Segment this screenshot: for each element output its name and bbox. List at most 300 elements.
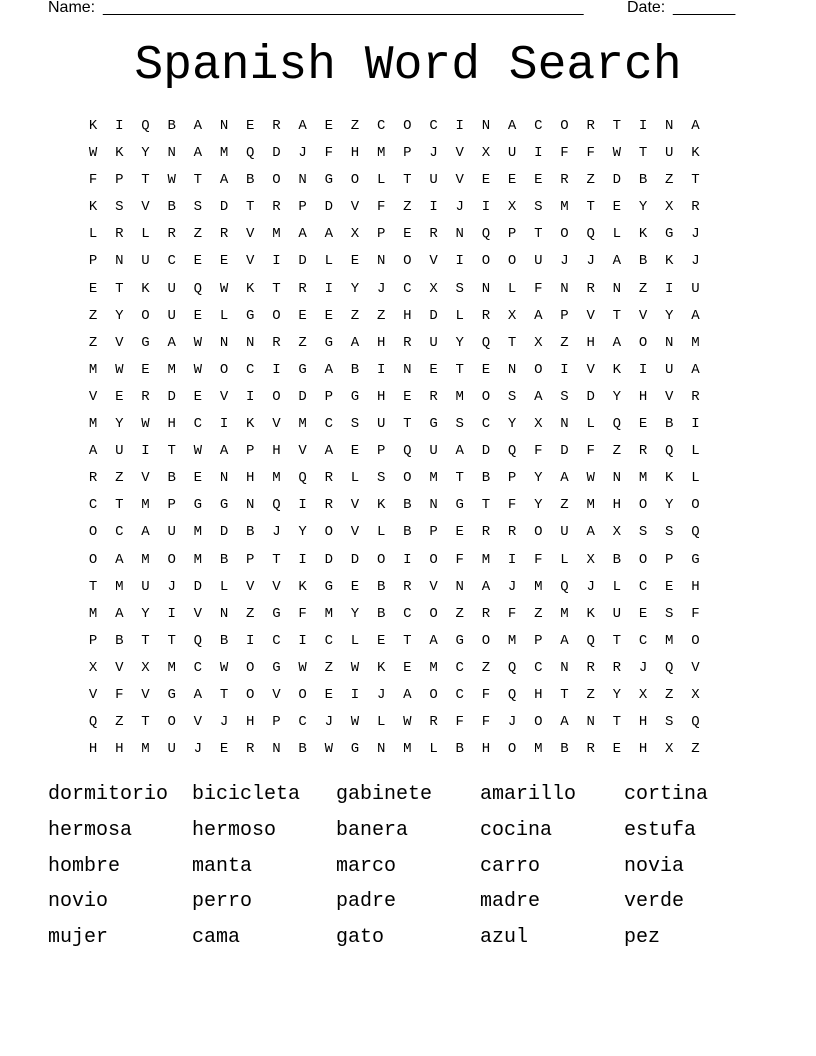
grid-letter: V <box>115 334 124 351</box>
grid-letter: T <box>246 199 255 216</box>
grid-letter: T <box>691 172 700 189</box>
grid-letter: F <box>481 686 491 703</box>
grid-letter: O <box>403 118 412 134</box>
grid-letter: Z <box>665 686 674 703</box>
grid-letter: V <box>246 578 255 595</box>
grid-letter: R <box>324 497 333 514</box>
grid-letter: Q <box>88 714 98 731</box>
grid-letter: E <box>403 388 412 405</box>
grid-letter: A <box>691 118 700 134</box>
grid-letter: F <box>481 714 491 731</box>
grid-letter: L <box>324 253 333 270</box>
grid-letter: A <box>324 361 333 378</box>
grid-letter: M <box>141 741 150 758</box>
word-bank-item: azul <box>480 926 529 950</box>
grid-letter: M <box>665 632 674 649</box>
grid-letter: Q <box>141 118 150 134</box>
grid-letter: S <box>455 416 464 433</box>
grid-letter: O <box>141 307 150 324</box>
grid-letter: E <box>665 578 674 595</box>
grid-letter: A <box>691 307 700 324</box>
grid-letter: Z <box>115 470 124 487</box>
grid-letter: T <box>141 632 150 649</box>
word-bank <box>48 779 768 958</box>
grid-letter: O <box>403 470 412 487</box>
grid-letter: V <box>88 388 98 405</box>
grid-letter: K <box>665 470 674 487</box>
grid-letter: A <box>298 118 307 134</box>
grid-letter: O <box>403 253 412 270</box>
grid-letter: E <box>141 361 150 378</box>
grid-letter: N <box>560 659 569 676</box>
grid-row <box>80 221 735 248</box>
grid-letter: W <box>193 334 203 351</box>
grid-letter: G <box>350 741 360 758</box>
grid-letter: P <box>665 551 674 568</box>
grid-letter: U <box>560 524 569 541</box>
grid-letter: O <box>298 686 307 703</box>
grid-letter: Z <box>691 741 700 758</box>
grid-letter: V <box>429 578 438 595</box>
grid-letter: N <box>403 361 412 378</box>
grid-letter: I <box>115 118 124 134</box>
grid-letter: E <box>481 361 491 378</box>
grid-letter: X <box>481 145 491 162</box>
grid-letter: Q <box>691 714 700 731</box>
grid-letter: U <box>665 145 674 162</box>
grid-letter: E <box>507 172 517 189</box>
grid-letter: C <box>455 659 464 676</box>
grid-letter: R <box>507 524 517 541</box>
grid-letter: L <box>376 172 386 189</box>
grid-letter: F <box>586 443 595 460</box>
grid-letter: C <box>481 416 491 433</box>
grid-letter: I <box>638 361 648 378</box>
grid-letter: H <box>691 578 700 595</box>
grid-letter: V <box>246 253 255 270</box>
grid-letter: O <box>167 551 176 568</box>
grid-letter: M <box>429 659 438 676</box>
word-bank-item: novio <box>48 890 109 914</box>
grid-letter: I <box>272 253 281 270</box>
grid-letter: M <box>193 551 203 568</box>
grid-letter: C <box>376 118 386 134</box>
grid-letter: O <box>88 551 98 568</box>
grid-letter: E <box>219 741 229 758</box>
grid-letter: Y <box>612 388 622 405</box>
grid-letter: I <box>403 551 412 568</box>
grid-letter: G <box>193 497 203 514</box>
grid-letter: Q <box>560 578 569 595</box>
grid-letter: X <box>586 551 595 568</box>
grid-letter: P <box>246 443 255 460</box>
grid-letter: N <box>376 253 386 270</box>
grid-letter: Z <box>534 605 543 622</box>
grid-letter: R <box>429 226 438 243</box>
grid-letter: W <box>403 714 412 731</box>
grid-row <box>80 411 735 438</box>
grid-letter: X <box>534 334 543 351</box>
grid-letter: G <box>324 172 333 189</box>
grid-letter: L <box>376 714 386 731</box>
grid-letter: Y <box>115 416 124 433</box>
grid-letter: O <box>246 659 255 676</box>
grid-letter: A <box>612 334 622 351</box>
grid-letter: G <box>691 551 700 568</box>
grid-letter: P <box>324 388 333 405</box>
grid-letter: T <box>403 172 412 189</box>
grid-letter: H <box>376 334 386 351</box>
grid-letter: V <box>141 199 150 216</box>
grid-letter: S <box>507 388 517 405</box>
grid-letter: J <box>272 524 281 541</box>
grid-letter: E <box>193 388 203 405</box>
grid-letter: I <box>246 388 255 405</box>
grid-letter: P <box>88 253 98 270</box>
grid-letter: E <box>350 443 360 460</box>
name-label: Name: <box>48 0 96 16</box>
grid-letter: L <box>429 741 438 758</box>
grid-letter: X <box>638 686 648 703</box>
grid-letter: E <box>324 686 333 703</box>
grid-letter: E <box>298 307 307 324</box>
grid-letter: V <box>638 307 648 324</box>
grid-letter: L <box>455 307 464 324</box>
grid-letter: W <box>88 145 98 162</box>
grid-letter: R <box>246 741 255 758</box>
word-bank-item: hermosa <box>48 818 133 842</box>
word-bank-item: madre <box>480 890 541 914</box>
grid-letter: S <box>376 470 386 487</box>
grid-letter: V <box>586 307 595 324</box>
grid-letter: M <box>481 551 491 568</box>
word-row <box>48 815 768 851</box>
word-bank-item: cortina <box>624 783 709 806</box>
grid-letter: T <box>481 497 491 514</box>
grid-letter: W <box>141 416 150 433</box>
grid-letter: B <box>167 470 176 487</box>
grid-letter: Q <box>193 632 203 649</box>
grid-letter: A <box>560 632 569 649</box>
grid-letter: Y <box>455 334 464 351</box>
grid-letter: O <box>560 118 569 134</box>
grid-letter: K <box>88 199 98 216</box>
grid-letter: O <box>429 605 438 622</box>
grid-letter: Y <box>141 605 150 622</box>
grid-letter: T <box>612 307 622 324</box>
grid-letter: M <box>560 605 569 622</box>
grid-letter: E <box>534 172 543 189</box>
grid-letter: K <box>376 659 386 676</box>
grid-letter: N <box>167 145 176 162</box>
grid-letter: C <box>115 524 124 541</box>
word-row <box>48 779 768 815</box>
grid-letter: Z <box>88 307 98 324</box>
grid-letter: K <box>665 253 674 270</box>
grid-letter: E <box>115 388 124 405</box>
grid-letter: P <box>403 145 412 162</box>
grid-letter: B <box>246 172 255 189</box>
grid-letter: U <box>141 253 150 270</box>
grid-letter: D <box>586 388 595 405</box>
grid-letter: N <box>219 470 229 487</box>
grid-letter: R <box>219 226 229 243</box>
grid-letter: T <box>403 632 412 649</box>
grid-letter: C <box>193 416 203 433</box>
grid-letter: W <box>167 172 176 189</box>
grid-letter: E <box>403 659 412 676</box>
grid-letter: D <box>612 172 622 189</box>
grid-letter: N <box>219 605 229 622</box>
grid-letter: F <box>586 145 595 162</box>
grid-letter: W <box>350 659 360 676</box>
grid-letter: P <box>376 226 386 243</box>
grid-letter: F <box>324 145 333 162</box>
grid-letter: E <box>612 199 622 216</box>
word-bank-item: marco <box>336 854 397 878</box>
grid-letter: I <box>324 280 333 297</box>
grid-letter: G <box>219 497 229 514</box>
grid-letter: G <box>298 361 307 378</box>
grid-row <box>80 655 735 682</box>
grid-letter: C <box>638 578 648 595</box>
grid-letter: M <box>141 551 150 568</box>
grid-row <box>80 357 735 384</box>
grid-letter: O <box>272 307 281 324</box>
grid-letter: Q <box>246 145 255 162</box>
grid-letter: Y <box>534 470 543 487</box>
grid-letter: K <box>88 118 98 134</box>
grid-letter: A <box>691 361 700 378</box>
grid-row <box>80 519 735 546</box>
grid-letter: A <box>324 226 333 243</box>
grid-letter: J <box>586 578 595 595</box>
grid-letter: M <box>167 659 176 676</box>
grid-letter: I <box>481 199 491 216</box>
grid-letter: Q <box>691 524 700 541</box>
grid-letter: N <box>219 334 229 351</box>
grid-letter: C <box>298 714 307 731</box>
grid-letter: M <box>560 199 569 216</box>
grid-letter: J <box>586 253 595 270</box>
grid-letter: T <box>115 280 124 297</box>
grid-letter: R <box>88 470 98 487</box>
grid-letter: D <box>324 199 333 216</box>
grid-letter: E <box>193 307 203 324</box>
grid-row <box>80 736 735 763</box>
grid-letter: Z <box>612 443 622 460</box>
grid-letter: M <box>324 605 333 622</box>
grid-letter: D <box>429 307 438 324</box>
grid-row <box>80 303 735 330</box>
grid-letter: B <box>638 253 648 270</box>
grid-letter: Y <box>665 497 674 514</box>
grid-letter: K <box>141 280 150 297</box>
grid-letter: B <box>481 470 491 487</box>
grid-letter: O <box>507 253 517 270</box>
grid-letter: I <box>691 416 700 433</box>
grid-letter: T <box>167 632 176 649</box>
grid-letter: X <box>350 226 360 243</box>
grid-letter: T <box>219 686 229 703</box>
grid-letter: E <box>350 253 360 270</box>
grid-letter: L <box>507 280 517 297</box>
grid-letter: H <box>638 388 648 405</box>
grid-letter: V <box>193 714 203 731</box>
grid-letter: S <box>115 199 124 216</box>
grid-letter: D <box>272 145 281 162</box>
grid-letter: O <box>691 497 700 514</box>
grid-letter: G <box>141 334 150 351</box>
grid-letter: Z <box>193 226 203 243</box>
grid-letter: F <box>691 605 700 622</box>
grid-letter: M <box>141 497 150 514</box>
grid-letter: U <box>429 334 438 351</box>
grid-letter: R <box>481 307 491 324</box>
grid-letter: A <box>193 145 203 162</box>
grid-letter: H <box>638 741 648 758</box>
grid-letter: R <box>586 741 595 758</box>
grid-letter: V <box>665 388 674 405</box>
word-bank-item: padre <box>336 890 397 914</box>
grid-letter: I <box>350 686 360 703</box>
grid-letter: Q <box>586 226 595 243</box>
grid-letter: I <box>455 253 464 270</box>
grid-letter: Y <box>141 145 150 162</box>
grid-letter: U <box>534 253 543 270</box>
grid-letter: A <box>481 578 491 595</box>
grid-letter: R <box>560 172 569 189</box>
grid-letter: Y <box>350 280 360 297</box>
grid-letter: E <box>403 226 412 243</box>
grid-letter: G <box>350 388 360 405</box>
grid-letter: F <box>560 145 569 162</box>
grid-letter: I <box>665 280 674 297</box>
grid-letter: O <box>481 632 491 649</box>
grid-letter: A <box>612 253 622 270</box>
grid-letter: S <box>193 199 203 216</box>
grid-letter: R <box>115 226 124 243</box>
grid-letter: N <box>455 226 464 243</box>
grid-letter: A <box>403 686 412 703</box>
grid-letter: G <box>455 632 464 649</box>
grid-letter: A <box>507 118 517 134</box>
grid-letter: I <box>219 416 229 433</box>
grid-letter: H <box>534 686 543 703</box>
grid-letter: O <box>324 524 333 541</box>
page-title: Spanish Word Search <box>134 39 682 93</box>
grid-letter: C <box>272 632 281 649</box>
grid-letter: M <box>429 470 438 487</box>
grid-letter: E <box>324 118 333 134</box>
grid-letter: F <box>455 714 464 731</box>
grid-letter: O <box>429 686 438 703</box>
grid-letter: T <box>612 118 622 134</box>
word-bank-item: novia <box>624 854 685 878</box>
grid-letter: I <box>298 632 307 649</box>
grid-letter: A <box>115 605 124 622</box>
grid-letter: P <box>376 443 386 460</box>
grid-letter: W <box>219 280 229 297</box>
grid-letter: H <box>586 334 595 351</box>
grid-letter: V <box>350 199 360 216</box>
grid-letter: L <box>219 578 229 595</box>
grid-letter: Z <box>298 334 307 351</box>
grid-letter: A <box>219 172 229 189</box>
grid-letter: N <box>298 172 307 189</box>
grid-letter: U <box>429 172 438 189</box>
grid-letter: O <box>429 551 438 568</box>
grid-letter: V <box>272 686 281 703</box>
grid-letter: N <box>560 280 569 297</box>
grid-letter: Q <box>481 226 491 243</box>
grid-letter: B <box>560 741 569 758</box>
grid-letter: O <box>534 714 543 731</box>
grid-letter: L <box>141 226 150 243</box>
grid-letter: K <box>246 280 255 297</box>
grid-letter: B <box>167 199 176 216</box>
grid-letter: V <box>219 388 229 405</box>
grid-letter: B <box>403 497 412 514</box>
grid-letter: R <box>324 470 333 487</box>
grid-letter: A <box>193 686 203 703</box>
grid-letter: T <box>403 416 412 433</box>
grid-letter: Z <box>638 280 648 297</box>
grid-letter: Q <box>507 443 517 460</box>
grid-letter: X <box>507 307 517 324</box>
grid-letter: N <box>376 741 386 758</box>
grid-letter: X <box>665 741 674 758</box>
grid-letter: Y <box>612 686 622 703</box>
grid-letter: Q <box>481 334 491 351</box>
grid-letter: I <box>141 443 150 460</box>
grid-letter: A <box>324 443 333 460</box>
grid-letter: G <box>167 686 176 703</box>
grid-letter: N <box>429 497 438 514</box>
grid-letter: O <box>350 172 360 189</box>
grid-letter: E <box>455 524 464 541</box>
grid-letter: U <box>167 741 176 758</box>
grid-letter: C <box>403 605 412 622</box>
grid-letter: R <box>612 659 622 676</box>
grid-letter: X <box>507 199 517 216</box>
word-bank-item: mujer <box>48 926 109 950</box>
grid-letter: R <box>429 388 438 405</box>
grid-letter: E <box>350 578 360 595</box>
grid-letter: M <box>219 145 229 162</box>
grid-letter: X <box>141 659 150 676</box>
grid-letter: L <box>691 470 700 487</box>
word-row <box>48 886 768 922</box>
grid-letter: G <box>272 605 281 622</box>
grid-letter: B <box>219 632 229 649</box>
grid-letter: T <box>507 334 517 351</box>
grid-letter: S <box>455 280 464 297</box>
grid-row <box>80 194 735 221</box>
grid-letter: T <box>272 551 281 568</box>
word-bank-item: manta <box>192 854 253 878</box>
grid-letter: F <box>534 443 543 460</box>
grid-letter: K <box>638 226 648 243</box>
grid-letter: O <box>219 361 229 378</box>
grid-letter: Q <box>403 443 412 460</box>
word-bank-item: cama <box>192 926 241 950</box>
grid-letter: S <box>350 416 360 433</box>
grid-letter: O <box>481 253 491 270</box>
grid-letter: B <box>455 741 464 758</box>
grid-letter: U <box>167 280 176 297</box>
grid-letter: Z <box>560 334 569 351</box>
